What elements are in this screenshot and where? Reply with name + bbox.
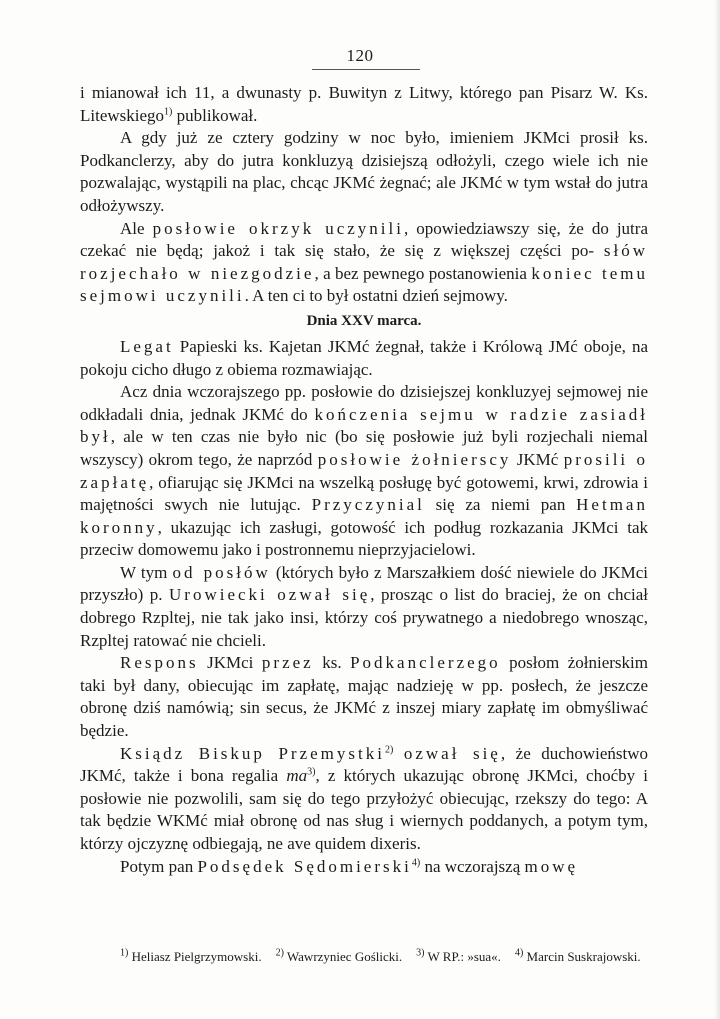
- footnote-ref-3: 3): [307, 766, 316, 778]
- paragraph-7: Respons JKMci przez ks. Podkanclerzego posłom żołnierskim taki był dany, obiecując im zapłatę, mając nadzieję w pp. posłech, że jeszcze obronę dziś namówią; sin secus, że JKMć z inszej miary zapłatę im obmyśliwać będzie.: [80, 653, 648, 741]
- page-number: 120: [346, 46, 374, 65]
- section-heading: Dnia XXV marca.: [306, 312, 422, 329]
- footnote-3: $^{3)}$ W RP.: »sua«.: [416, 947, 501, 964]
- paragraph-9: Potym pan Podsędek Sędomierski$^{4)}$ na wczorajszą mowę: [120, 856, 579, 876]
- footnote-ref-1: 1): [164, 105, 173, 117]
- footnote-list: [80, 948, 648, 966]
- footnote-4: $^{4)}$ Marcin Suskrajowski.: [514, 947, 641, 964]
- footnote-2: $^{2)}$ Wawrzyniec Goślicki.: [275, 947, 403, 964]
- header-rule: [312, 69, 420, 70]
- paragraph-3: Ale posłowie okrzyk uczynili, opowiedziawszy się, że do jutra czekać nie będą; jakoż i tak się stało, że się z większej części po- słów rozjechało w niezgodzie, a bez pewnego postanowienia koniec temu sejmowi uczynili. A ten ci to był ostatni dzień sejmowy.: [80, 218, 648, 306]
- paragraph-6: W tym od posłów (których było z Marszałkiem dość niewiele do JKMci przyszło) p. Urowiecki ozwał się, prosząc o list do braciej, że on chciał dobrego Rzpltej, nie tak jako insi, którzy coś prywatnego a niedobrego wnosząc, Rzpltej ratować nie chcieli.: [80, 562, 648, 650]
- page-edge: [714, 0, 720, 1019]
- footnote-ref-4: 4): [411, 856, 421, 868]
- paragraph-5: Acz dnia wczorajszego pp. posłowie do dzisiejszej konkluzyej sejmowej nie odkładali dnia, jednak JKMć do kończenia sejmu w radzie zasiadł był, ale w ten czas nie było nic (bo się posłowie już byli rozjechali niemal wszyscy) okrom tego, że naprzód posłowie żołnierscy JKMć prosili o zapłatę, ofiarując się JKMci na wszelką posługę być gotowemi, krwi, zdrowia i majętności swych nie lutując. Przyczynial się za niemi pan Hetman koronny, ukazując ich zasługi, gotowość ich podług rozkazania JKMci tak przeciw domowemu jako i postronnemu nieprzyjacielowi.: [80, 382, 648, 560]
- body-text: [80, 82, 648, 878]
- paragraph-8: Ksiądz Biskup Przemystki$^{2)}$ ozwał się, że duchowieństwo JKMć, także i bona regalia $ma^{3)}$, z których ukazując obronę JKMci, choćby i posłowie nie pozwolili, sam się do tego przyłożyć obiecując, rzekszy do tego: A tak będzie WKMć miał obronę od nas sług i wiernych poddanych, a potym tym, którzy ojczyznę odbiegają, ne ave quidem dixeris.: [80, 743, 648, 853]
- footnote-1: $^{1)}$ Heliasz Pielgrzymowski.: [120, 947, 262, 964]
- footnotes: [80, 948, 648, 966]
- footnote-ref-2: 2): [384, 743, 394, 755]
- paragraph-2: A gdy już ze cztery godziny w noc było, imieniem JKMci prosił ks. Podkanclerzy, aby do jutra konkluzyą dzisiejszą odłożyli, czego wiele ich nie pozwalając, wystąpili na plac, chcąc JKMć żegnać; ale JKMć w tym wstał do jutra odłożywszy.: [80, 128, 648, 215]
- paragraph-4: Legat Papieski ks. Kajetan JKMć żegnał, także i Królową JMć oboje, na pokoju cicho długo z obiema rozmawiając.: [80, 336, 648, 379]
- paragraph-1: i mianował ich 11, a dwunasty p. Buwityn z Litwy, którego pan Pisarz W. Ks. Litewskiego$^{1)}$ publikował.: [80, 83, 648, 125]
